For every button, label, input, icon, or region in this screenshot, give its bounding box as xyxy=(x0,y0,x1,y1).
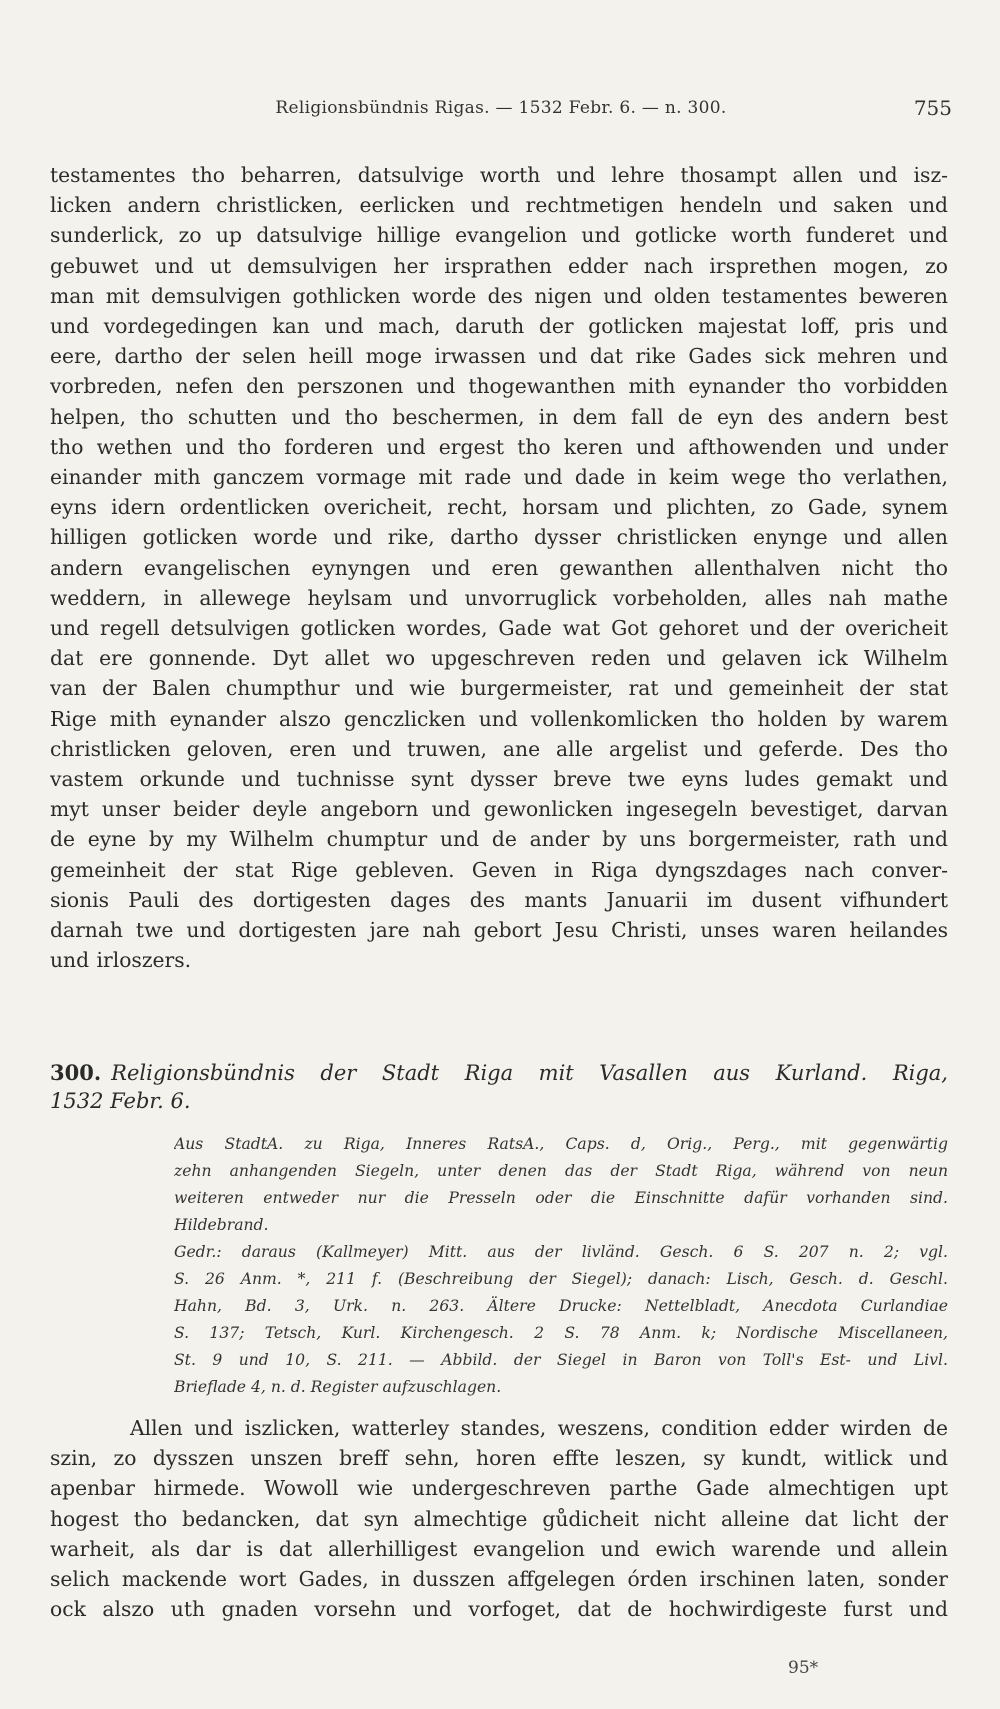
text-line: eere, dartho der selen heill moge irwassen und dat rike Gades sick mehren und xyxy=(50,344,948,369)
text-line: hilligen gotlicken worde und rike, dartho dysser christlicken enynge und allen xyxy=(50,525,948,550)
source-note xyxy=(174,1131,948,1239)
text-line: sionis Pauli des dortigesten dages des mants Januarii im dusent vifhundert xyxy=(50,887,948,912)
text-line: tho wethen und tho forderen und ergest tho keren und afthowenden und under xyxy=(50,434,948,459)
text-line: vastem orkunde und tuchnisse synt dysser breve twe eyns ludes gemakt und xyxy=(50,767,948,792)
print-line: Brieflade 4, n. d. Register aufzuschlagen. xyxy=(174,1378,502,1396)
text-line: van der Balen chumpthur und wie burgermeister, rat und gemeinheit der stat xyxy=(50,676,948,701)
text-line: apenbar hirmede. Wowoll wie undergeschreven parthe Gade almechtigen upt xyxy=(50,1476,948,1501)
text-line: Allen und iszlicken, watterley standes, weszens, condition edder wirden de xyxy=(130,1416,948,1440)
signature-mark: 95* xyxy=(788,1658,819,1678)
text-line: vorbreden, nefen den perszonen und thogewanthen mith eynander tho vorbidden xyxy=(50,374,948,399)
text-line: darnah twe und dortigesten jare nah gebort Jesu Christi, unses waren heilandes xyxy=(50,918,948,943)
text-line: weddern, in allewege heylsam und unvorruglick vorbeholden, alles nah mathe xyxy=(50,585,948,610)
source-line: zehn anhangenden Siegeln, unter denen das der Stadt Riga, während von neun xyxy=(174,1162,948,1180)
text-line: ock alszo uth gnaden vorsehn und vorfoget, dat de hochwirdigeste furst und xyxy=(50,1597,948,1622)
text-line: und vordegedingen kan und mach, daruth der gotlicken majestat loff, pris und xyxy=(50,314,948,339)
source-line: weiteren entweder nur die Presseln oder die Einschnitte dafür vorhanden sind. xyxy=(174,1189,948,1207)
text-line: de eyne by my Wilhelm chumptur und de ander by uns borgermeister, rath und xyxy=(50,827,948,852)
text-line: myt unser beider deyle angeborn und gewonlicken ingesegeln bevestiget, darvan xyxy=(50,797,948,822)
entry-number: 300. xyxy=(50,1060,102,1085)
print-line: Hahn, Bd. 3, Urk. n. 263. Ältere Drucke: Nettelbladt, Anecdota Curlandiae xyxy=(174,1297,948,1315)
text-line: einander mith ganczem vormage mit rade und dade in keim wege tho verlathen, xyxy=(50,465,948,490)
print-note xyxy=(174,1239,948,1401)
entry-title-line1: Religionsbündnis der Stadt Riga mit Vasallen aus Kurland. Riga, xyxy=(111,1061,948,1085)
source-line: Aus StadtA. zu Riga, Inneres RatsA., Caps. d, Orig., Perg., mit gegenwärtig xyxy=(174,1135,948,1153)
print-line: S. 137; Tetsch, Kurl. Kirchengesch. 2 S. 78 Anm. k; Nordische Miscellaneen, xyxy=(174,1324,948,1342)
text-line: eyns idern ordentlicken overicheit, recht, horsam und plichten, zo Gade, synem xyxy=(50,495,948,520)
text-line: selich mackende wort Gades, in dusszen affgelegen órden irschinen laten, sonder xyxy=(50,1567,948,1592)
entry-heading-line1 xyxy=(50,1059,948,1087)
document-text xyxy=(50,1413,948,1624)
text-line: christlicken geloven, eren und truwen, ane alle argelist und geferde. Des tho xyxy=(50,736,948,761)
entry-title-line2: 1532 Febr. 6. xyxy=(50,1089,191,1113)
text-line: sunderlick, zo up datsulvige hillige evangelion und gotlicke worth funderet und xyxy=(50,223,948,248)
print-line: St. 9 und 10, S. 211. — Abbild. der Siegel in Baron von Toll's Est- und Livl. xyxy=(174,1351,948,1369)
text-line: hogest tho bedancken, dat syn almechtige gůdicheit nicht alleine dat licht der xyxy=(50,1506,948,1531)
text-line: testamentes tho beharren, datsulvige worth und lehre thosampt allen und isz- xyxy=(50,163,948,187)
text-line: andern evangelischen eynyngen und eren gewanthen allenthalven nicht tho xyxy=(50,555,948,580)
page-number: 755 xyxy=(913,96,952,120)
text-line: dat ere gonnende. Dyt allet wo upgeschreven reden und gelaven ick Wilhelm xyxy=(50,646,948,671)
text-line: man mit demsulvigen gothlicken worde des nigen und olden testamentes beweren xyxy=(50,283,948,308)
text-line: warheit, als dar is dat allerhilligest evangelion und ewich warende und allein xyxy=(50,1536,948,1561)
text-line: szin, zo dysszen unszen breff sehn, horen effte leszen, sy kundt, witlick und xyxy=(50,1446,948,1471)
text-line: und regell detsulvigen gotlicken wordes, Gade wat Got gehoret und der overicheit xyxy=(50,616,948,641)
text-line: und irloszers. xyxy=(50,948,192,973)
print-line: S. 26 Anm. *, 211 f. (Beschreibung der Siegel); danach: Lisch, Gesch. d. Geschl. xyxy=(174,1270,948,1288)
continuation-text xyxy=(50,160,948,975)
print-line: Gedr.: daraus (Kallmeyer) Mitt. aus der livländ. Gesch. 6 S. 207 n. 2; vgl. xyxy=(174,1243,948,1261)
running-head-title: Religionsbündnis Rigas. — 1532 Febr. 6. — n. 300. xyxy=(275,98,727,118)
text-line: Rige mith eynander alszo genczlicken und vollenkomlicken tho holden by warem xyxy=(50,706,948,731)
text-line: gebuwet und ut demsulvigen her irsprathen edder nach irsprethen mogen, zo xyxy=(50,253,948,278)
text-line: helpen, tho schutten und tho beschermen, in dem fall de eyn des andern best xyxy=(50,404,948,429)
text-line: licken andern christlicken, eerlicken und rechtmetigen hendeln und saken und xyxy=(50,193,948,218)
running-head xyxy=(50,98,952,124)
text-line: gemeinheit der stat Rige gebleven. Geven in Riga dyngszdages nach conver- xyxy=(50,857,948,882)
entry-heading xyxy=(50,1059,948,1115)
source-line: Hildebrand. xyxy=(174,1216,269,1234)
